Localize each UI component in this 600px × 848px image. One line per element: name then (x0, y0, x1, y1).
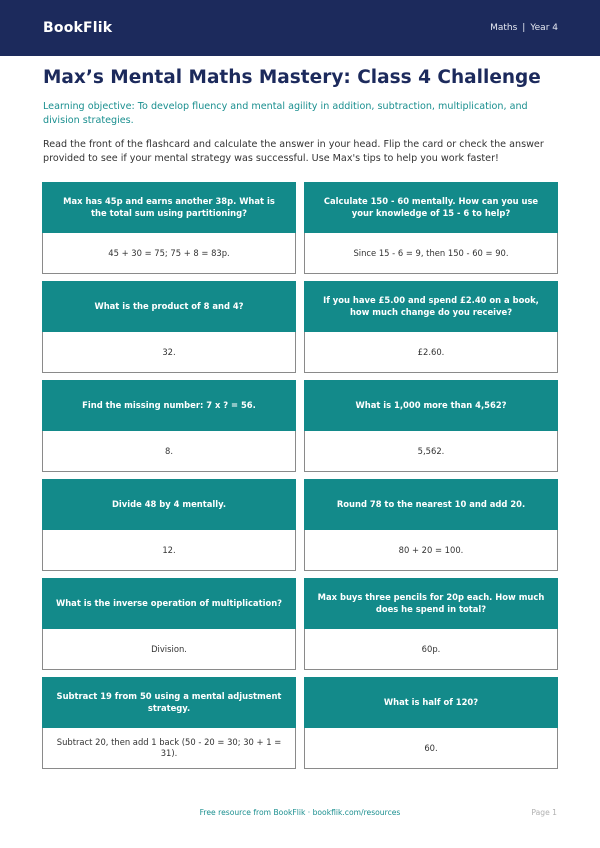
flashcard-question: Subtract 19 from 50 using a mental adjustment strategy. (42, 677, 296, 728)
flashcard[interactable] (304, 578, 558, 670)
flashcard-question: If you have £5.00 and spend £2.40 on a book, how much change do you receive? (304, 281, 558, 332)
flashcard-answer: 32. (42, 332, 296, 373)
page-number: Page 1 (531, 808, 557, 817)
flashcard-question: What is the inverse operation of multiplication? (42, 578, 296, 629)
flashcard-question: Divide 48 by 4 mentally. (42, 479, 296, 530)
flashcard-answer: Division. (42, 629, 296, 670)
flashcard-question: What is 1,000 more than 4,562? (304, 380, 558, 431)
flashcard[interactable] (42, 578, 296, 670)
flashcard-answer: 8. (42, 431, 296, 472)
flashcard-answer: Since 15 - 6 = 9, then 150 - 60 = 90. (304, 233, 558, 274)
flashcard-question: What is the product of 8 and 4? (42, 281, 296, 332)
resource-link[interactable]: Free resource from BookFlik · bookflik.com/resources (199, 808, 401, 817)
learning-objective: Learning objective: To develop fluency and mental agility in addition, subtraction, multiplication, and division strategies. (43, 101, 528, 126)
flashcard-question: What is half of 120? (304, 677, 558, 728)
page-header (0, 0, 600, 56)
flashcard-question: Max buys three pencils for 20p each. How much does he spend in total? (304, 578, 558, 629)
flashcard-answer: 60p. (304, 629, 558, 670)
flashcard-answer: 60. (304, 728, 558, 769)
flashcard[interactable] (42, 380, 296, 472)
flashcard-question: Round 78 to the nearest 10 and add 20. (304, 479, 558, 530)
instructions: Read the front of the flashcard and calculate the answer in your head. Flip the card or check the answer provided to see if your mental strategy was successful. Use Max's tips to help you work faster! (43, 139, 544, 164)
header-meta (490, 23, 558, 33)
flashcard-grid (42, 182, 558, 769)
flashcard[interactable] (42, 182, 296, 274)
page-title: Max’s Mental Maths Mastery: Class 4 Challenge (43, 67, 541, 88)
subject-label: Maths (490, 23, 518, 33)
flashcard-question: Max has 45p and earns another 38p. What is the total sum using partitioning? (42, 182, 296, 233)
flashcard-answer: 5,562. (304, 431, 558, 472)
flashcard[interactable] (42, 281, 296, 373)
page-footer (0, 808, 600, 822)
flashcard-answer: 12. (42, 530, 296, 571)
flashcard-answer: 45 + 30 = 75; 75 + 8 = 83p. (42, 233, 296, 274)
flashcard-question: Calculate 150 - 60 mentally. How can you use your knowledge of 15 - 6 to help? (304, 182, 558, 233)
flashcard[interactable] (42, 479, 296, 571)
flashcard[interactable] (42, 677, 296, 769)
meta-separator: | (522, 23, 526, 33)
flashcard-answer: 80 + 20 = 100. (304, 530, 558, 571)
flashcard[interactable] (304, 281, 558, 373)
flashcard-question: Find the missing number: 7 x ? = 56. (42, 380, 296, 431)
flashcard-answer: £2.60. (304, 332, 558, 373)
flashcard[interactable] (304, 479, 558, 571)
brand-logo[interactable]: BookFlik (43, 20, 113, 36)
flashcard[interactable] (304, 677, 558, 769)
flashcard[interactable] (304, 182, 558, 274)
flashcard[interactable] (304, 380, 558, 472)
year-label: Year 4 (530, 23, 558, 33)
flashcard-answer: Subtract 20, then add 1 back (50 - 20 = 30; 30 + 1 = 31). (42, 728, 296, 769)
